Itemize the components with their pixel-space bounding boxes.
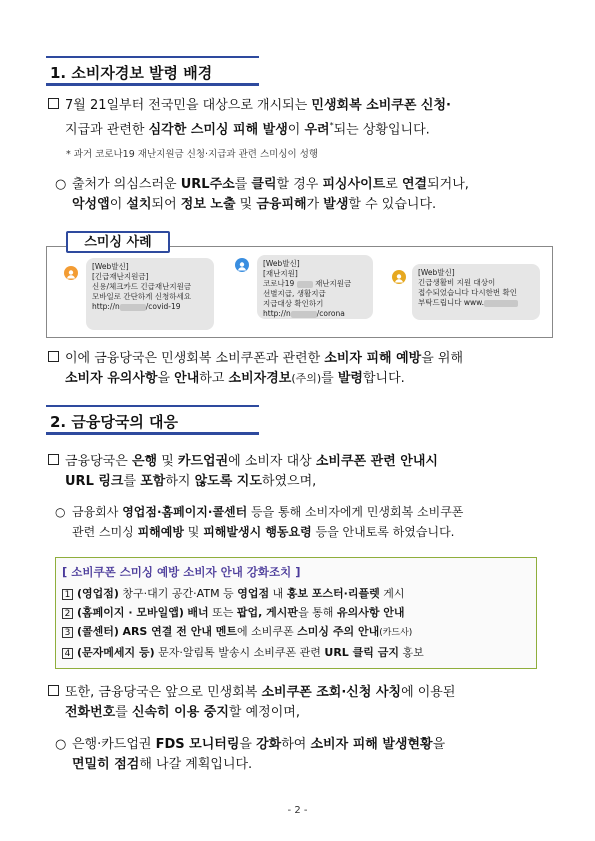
user-avatar-icon <box>235 258 249 272</box>
item-number: 2 <box>62 608 73 619</box>
redacted-text <box>484 300 518 307</box>
measures-title: [ 소비쿠폰 스미싱 예방 소비자 안내 강화조치 ] <box>62 565 301 579</box>
paragraph-background: 7월 21일부터 전국민을 대상으로 개시되는 민생회복 소비쿠폰 신청· 지급과 관련한 심각한 스미싱 피해 발생이 우려*되는 상황입니다. <box>48 96 558 140</box>
item-number: 3 <box>62 627 73 638</box>
section-2-title: 2. 금융당국의 대응 <box>46 405 259 435</box>
redacted-text <box>120 304 146 311</box>
square-bullet-icon <box>48 454 59 465</box>
section-1-title: 1. 소비자경보 발령 배경 <box>46 56 259 86</box>
page-number: - 2 - <box>287 805 308 816</box>
redacted-text <box>291 311 317 318</box>
circle-bullet-icon: ○ <box>55 177 67 192</box>
user-avatar-icon <box>64 266 78 280</box>
circle-bullet-icon: ○ <box>55 737 67 752</box>
measures-box <box>55 557 537 669</box>
measure-item: 1 (영업점) 창구·대기 공간·ATM 등 영업점 내 홍보 포스터·리플렛 게시 <box>62 584 536 603</box>
paragraph-guidance: ○ 금융회사 영업점·홈페이지·콜센터 등을 통해 소비자에게 민생회복 소비쿠폰 관련 스미싱 피해예방 및 피해발생시 행동요령 등을 안내토록 하였습니다. <box>55 502 560 542</box>
sms-message-2: [Web발신] [재난지원] 코로나19 재난지원금 선별지급, 생활지급 지급대상 확인하기 http://n /corona <box>257 255 373 319</box>
sms-message-1: [Web발신] [긴급재난지원금] 신용/체크카드 긴급재난지원금 모바일로 간단하게 신청하세요 http://n /covid-19 <box>86 258 214 330</box>
user-avatar-icon <box>392 270 406 284</box>
item-number: 4 <box>62 648 73 659</box>
footnote: * 과거 코로나19 재난지원금 신청·지급과 관련 스미싱이 성행 <box>66 149 319 160</box>
smishing-cases-label: 스미싱 사례 <box>66 231 170 253</box>
paragraph-monitoring: ○ 은행·카드업권 FDS 모니터링을 강화하여 소비자 피해 발생현황을 면밀히 점검해 나갈 계획입니다. <box>55 737 446 772</box>
circle-bullet-icon: ○ <box>55 505 66 519</box>
measure-item: 4 (문자메세지 등) 문자·알림톡 발송시 소비쿠폰 관련 URL 클릭 금지 홍보 <box>62 643 536 662</box>
redacted-text <box>297 281 313 288</box>
paragraph-alert: 이에 금융당국은 민생회복 소비쿠폰과 관련한 소비자 피해 예방을 위해 소비자 유의사항을 안내하고 소비자경보(주의)를 발령합니다. <box>48 349 558 389</box>
square-bullet-icon <box>48 685 59 696</box>
measure-item: 3 (콜센터) ARS 연결 전 안내 멘트에 소비쿠폰 스미싱 주의 안내(카드사) <box>62 622 536 643</box>
square-bullet-icon <box>48 98 59 109</box>
measure-item: 2 (홈페이지 · 모바일앱) 배너 또는 팝업, 게시판을 통해 유의사항 안내 <box>62 603 536 622</box>
square-bullet-icon <box>48 351 59 362</box>
sms-message-3: [Web발신] 긴급생활비 지원 대상이 접수되었습니다 다시한번 확인 부탁드립니다 www. <box>412 264 540 320</box>
paragraph-risk: ○ 출처가 의심스러운 URL주소를 클릭할 경우 피싱사이트로 연결되거나, 악성앱이 설치되어 정보 노출 및 금융피해가 발생할 수 있습니다. <box>55 177 469 212</box>
item-number: 1 <box>62 589 73 600</box>
paragraph-response: 금융당국은 은행 및 카드업권에 소비자 대상 소비쿠폰 관련 안내시 URL 링크를 포함하지 않도록 지도하였으며, <box>48 452 560 492</box>
paragraph-suspension: 또한, 금융당국은 앞으로 민생회복 소비쿠폰 조회·신청 사칭에 이용된 전화번호를 신속히 이용 중지할 예정이며, <box>48 683 560 723</box>
